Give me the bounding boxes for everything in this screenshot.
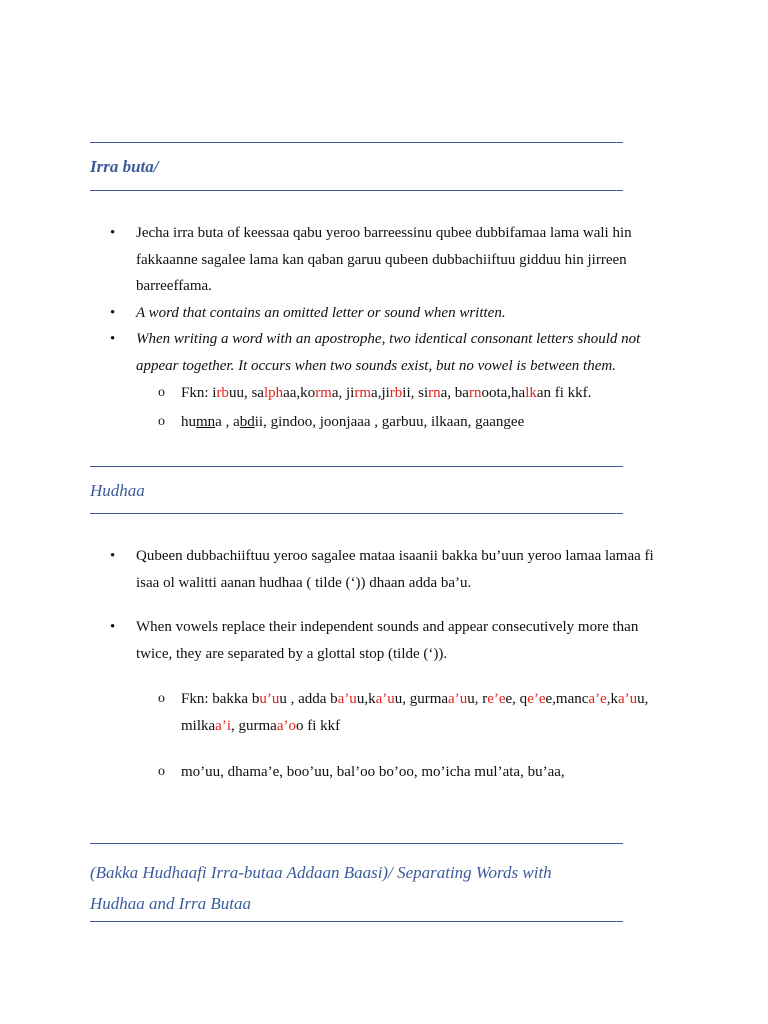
section-heading-hudhaa: Hudhaa: [90, 481, 145, 500]
divider: [90, 142, 623, 143]
divider: [90, 513, 623, 514]
example-line: Fkn: irbuu, salphaa,korma, jirma,jirbii, sirna, barnoota,halkan fi kkf.: [181, 385, 592, 401]
sub-bullet-marker: o: [158, 691, 165, 706]
sub-bullet-marker: o: [158, 385, 165, 400]
example-line: Fkn: bakka bu’uu , adda ba’uu,ka’uu, gurmaa’uu, re’ee, qe’ee,manca’e,ka’uu, milkaa’i, gurmaa’oo fi kkf: [181, 691, 649, 734]
bullet-marker: •: [110, 225, 116, 241]
bullet-marker: •: [110, 305, 116, 321]
sub-bullet-marker: o: [158, 764, 165, 779]
section-heading-separating-words: (Bakka Hudhaafi Irra-butaa Addaan Baasi)/ Separating Words with Hudhaa and Irra Butaa: [90, 863, 552, 913]
bullet-text: Qubeen dubbachiiftuu yeroo sagalee mataa isaanii bakka bu’uun yeroo lamaa lamaa fi isaa ol walitti aanan hudhaa ( tilde (‘)) dhaan adda ba’u.: [136, 548, 654, 591]
bullet-marker: •: [110, 619, 116, 635]
divider: [90, 843, 623, 844]
bullet-marker: •: [110, 331, 116, 347]
example-line: mo’uu, dhama’e, boo’uu, bal’oo bo’oo, mo’icha mul’ata, bu’aa,: [181, 764, 565, 780]
example-line: humna , abdii, gindoo, joonjaaa , garbuu, ilkaan, gaangee: [181, 414, 525, 430]
divider: [90, 921, 623, 922]
bullet-marker: •: [110, 548, 116, 564]
bullet-text: A word that contains an omitted letter or sound when written.: [136, 305, 506, 321]
bullet-text: When vowels replace their independent sounds and appear consecutively more than twice, they are separated by a glottal stop (tilde (‘)).: [136, 619, 639, 662]
divider: [90, 190, 623, 191]
divider: [90, 466, 623, 467]
bullet-text: Jecha irra buta of keessaa qabu yeroo barreessinu qubee dubbifamaa lama wali hin fakkaanne sagalee lama kan qaban garuu qubeen dubbachiiftuu gidduu hin jirreen barreeffama.: [136, 225, 632, 294]
sub-bullet-marker: o: [158, 414, 165, 429]
bullet-text: When writing a word with an apostrophe, two identical consonant letters should not appear together. It occurs when two sounds exist, but no vowel is between them.: [136, 331, 641, 374]
section-heading-irra-buta: Irra buta/: [90, 157, 159, 176]
